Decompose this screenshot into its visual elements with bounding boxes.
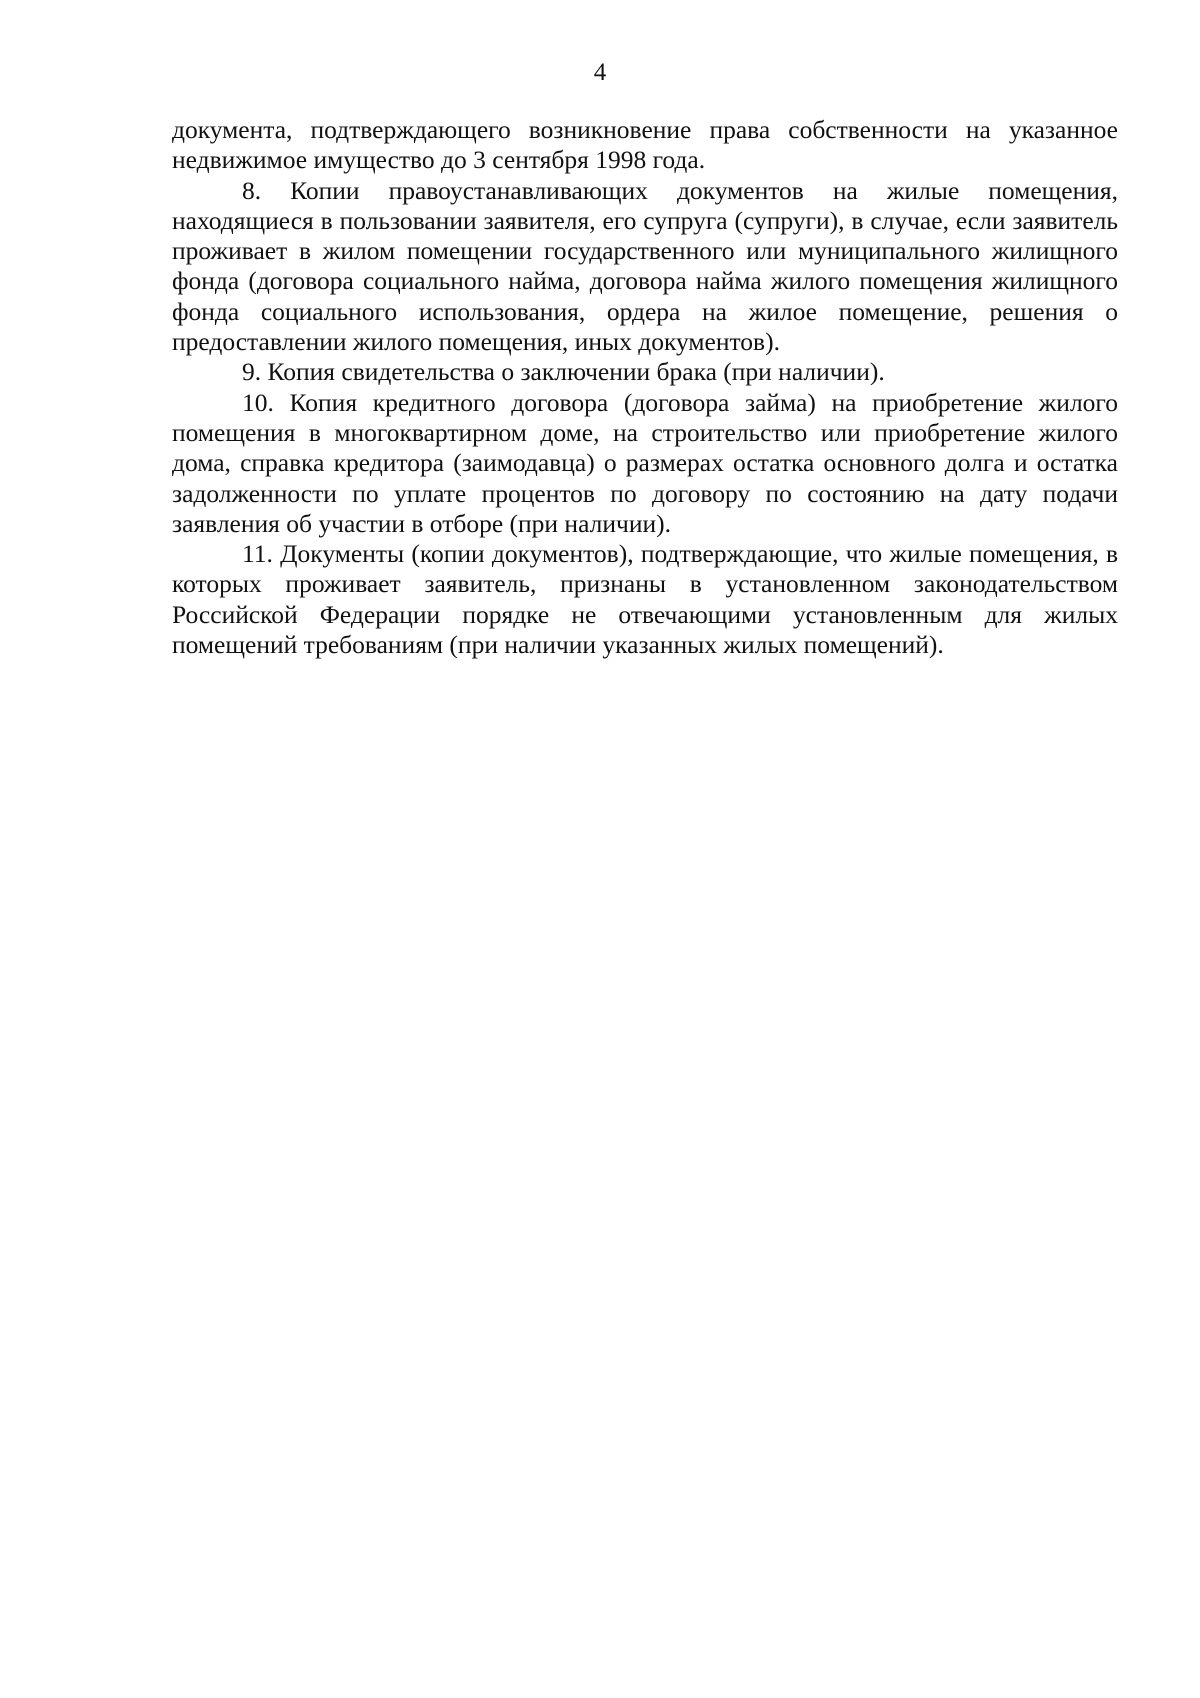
paragraph-item-11: 11. Документы (копии документов), подтверждающие, что жилые помещения, в которых проживает заявитель, признаны в установленном законодательством Российской Федерации порядке не отвечающими установленным для жилых помещений требованиям (при наличии указанных жилых помещений). (172, 539, 1118, 660)
paragraph-item-9: 9. Копия свидетельства о заключении брака (при наличии). (242, 357, 885, 387)
document-body (172, 115, 1118, 660)
paragraph-item-8: 8. Копии правоустанавливающих документов на жилые помещения, находящиеся в пользовании заявителя, его супруга (супруги), в случае, если заявитель проживает в жилом помещении государственного или муниципального жилищного фонда (договора социального найма, договора найма жилого помещения жилищного фонда социального использования, ордера на жилое помещение, решения о предоставлении жилого помещения, иных документов). (172, 175, 1118, 357)
paragraph-item-10: 10. Копия кредитного договора (договора займа) на приобретение жилого помещения в многоквартирном доме, на строительство или приобретение жилого дома, справка кредитора (заимодавца) о размерах остатка основного долга и остатка задолженности по уплате процентов по договору по состоянию на дату подачи заявления об участии в отборе (при наличии). (172, 387, 1118, 538)
page-number: 4 (593, 59, 607, 86)
paragraph-continuation: документа, подтверждающего возникновение права собственности на указанное недвижимое имущество до 3 сентября 1998 года. (172, 115, 1118, 175)
